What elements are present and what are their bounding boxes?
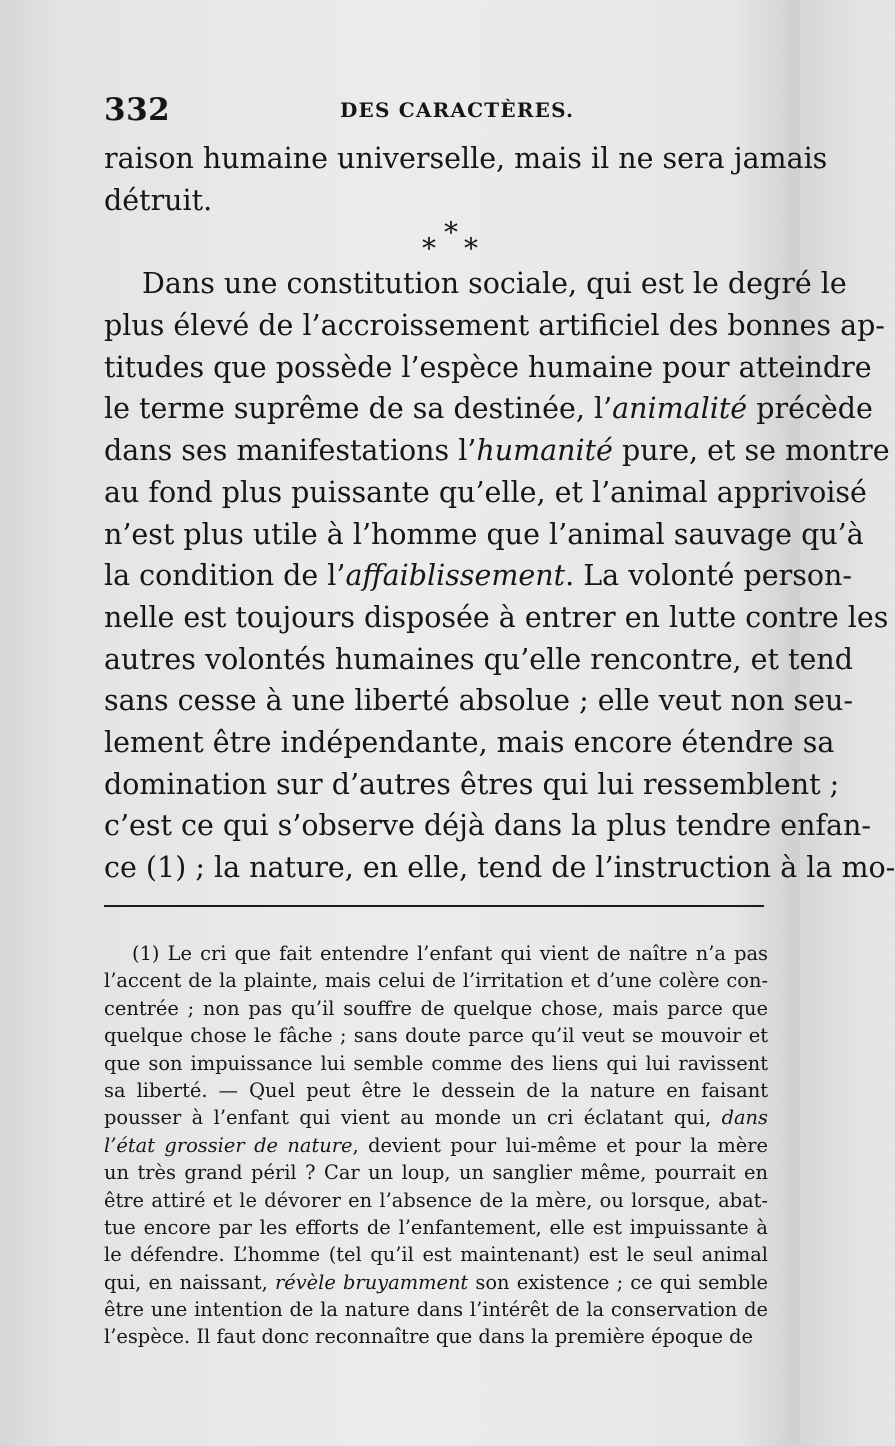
italic-span: dans xyxy=(721,1106,768,1130)
text-span: dans ses manifestations l’ xyxy=(104,434,477,468)
text-span: le terme suprême de sa destinée, l’ xyxy=(104,392,613,426)
italic-span: humanité xyxy=(476,434,613,468)
text-line: au fond plus puissante qu’elle, et l’animal apprivoisé xyxy=(104,475,867,509)
footnote-line: un très grand péril ? Car un loup, un sanglier même, pourrait en xyxy=(104,1161,768,1185)
footnote-line xyxy=(104,1269,768,1296)
text-line: Dans une constitution sociale, qui est le degré le xyxy=(142,267,847,301)
footnote xyxy=(104,940,768,1351)
text-line: domination sur d’autres êtres qui lui ressemblent ; xyxy=(104,767,840,801)
asterism-star: * xyxy=(422,232,436,266)
main-text xyxy=(104,138,895,889)
text-span: son existence ; ce qui semble xyxy=(468,1270,769,1294)
asterism-star: * xyxy=(464,232,478,266)
text-span: . La volonté person- xyxy=(565,559,852,593)
text-line: autres volontés humaines qu’elle rencontre, et tend xyxy=(104,642,853,676)
text-line: c’est ce qui s’observe déjà dans la plus tendre enfan- xyxy=(104,809,871,843)
running-title: DES CARACTÈRES. xyxy=(340,98,575,122)
text-line: n’est plus utile à l’homme que l’animal sauvage qu’à xyxy=(104,517,864,551)
footnote-line: l’espèce. Il faut donc reconnaître que dans la première époque de xyxy=(104,1325,754,1349)
text-line: sans cesse à une liberté absolue ; elle veut non seu- xyxy=(104,684,854,718)
footnote-line xyxy=(104,1104,768,1131)
footnote-line: le défendre. L’homme (tel qu’il est maintenant) est le seul animal xyxy=(104,1243,768,1267)
italic-span: animalité xyxy=(612,392,748,426)
footnote-line: l’accent de la plainte, mais celui de l’irritation et d’une colère con- xyxy=(104,969,768,993)
footnote-line: sa liberté. — Quel peut être le dessein de la nature en faisant xyxy=(104,1078,768,1102)
text-span: pure, et se montre xyxy=(612,434,890,468)
footnote-line: être une intention de la nature dans l’intérêt de la conservation de xyxy=(104,1298,768,1322)
text-line: titudes que possède l’espèce humaine pour atteindre xyxy=(104,350,872,384)
text-span: pousser à l’enfant qui vient au monde un cri éclatant qui, xyxy=(104,1106,722,1130)
text-line: nelle est toujours disposée à entrer en lutte contre les xyxy=(104,600,889,634)
page-number: 332 xyxy=(104,92,171,128)
asterism-separator xyxy=(104,216,764,266)
text-span: la condition de l’ xyxy=(104,559,346,593)
text-span: qui, en naissant, xyxy=(104,1270,275,1294)
footnote-line: (1) Le cri que fait entendre l’enfant qui vient de naître n’a pas xyxy=(132,942,768,965)
italic-span: affaiblissement xyxy=(345,559,566,593)
text-line: raison humaine universelle, mais il ne sera jamais xyxy=(104,142,828,175)
italic-span: l’état grossier de nature xyxy=(104,1133,353,1157)
footnote-line: centrée ; non pas qu’il souffre de quelque chose, mais parce que xyxy=(104,996,768,1020)
italic-span: révèle bruyamment xyxy=(274,1270,469,1294)
footnote-line: quelque chose le fâche ; sans doute parce qu’il veut se mouvoir et xyxy=(104,1024,768,1048)
footnote-line: être attiré et le dévorer en l’absence de la mère, ou lorsque, abat- xyxy=(104,1188,768,1212)
text-line: détruit. xyxy=(104,183,213,217)
text-line xyxy=(104,430,890,472)
text-line: lement être indépendante, mais encore étendre sa xyxy=(104,725,835,759)
footnote-line xyxy=(104,1132,768,1159)
text-line xyxy=(104,388,873,430)
asterism-star: * xyxy=(444,216,458,250)
text-span: , devient pour lui-même et pour la mère xyxy=(352,1133,768,1157)
running-head xyxy=(104,92,764,132)
text-line: ce (1) ; la nature, en elle, tend de l’instruction à la mo- xyxy=(104,851,895,884)
text-line: plus élevé de l’accroissement artificiel des bonnes ap- xyxy=(104,309,885,343)
footnote-line: tue encore par les efforts de l’enfantement, elle est impuissante à xyxy=(104,1215,768,1239)
footnote-divider xyxy=(104,905,764,907)
text-line xyxy=(104,555,852,597)
footnote-line: que son impuissance lui semble comme des liens qui lui ravissent xyxy=(104,1051,768,1075)
text-span: précède xyxy=(747,392,873,426)
